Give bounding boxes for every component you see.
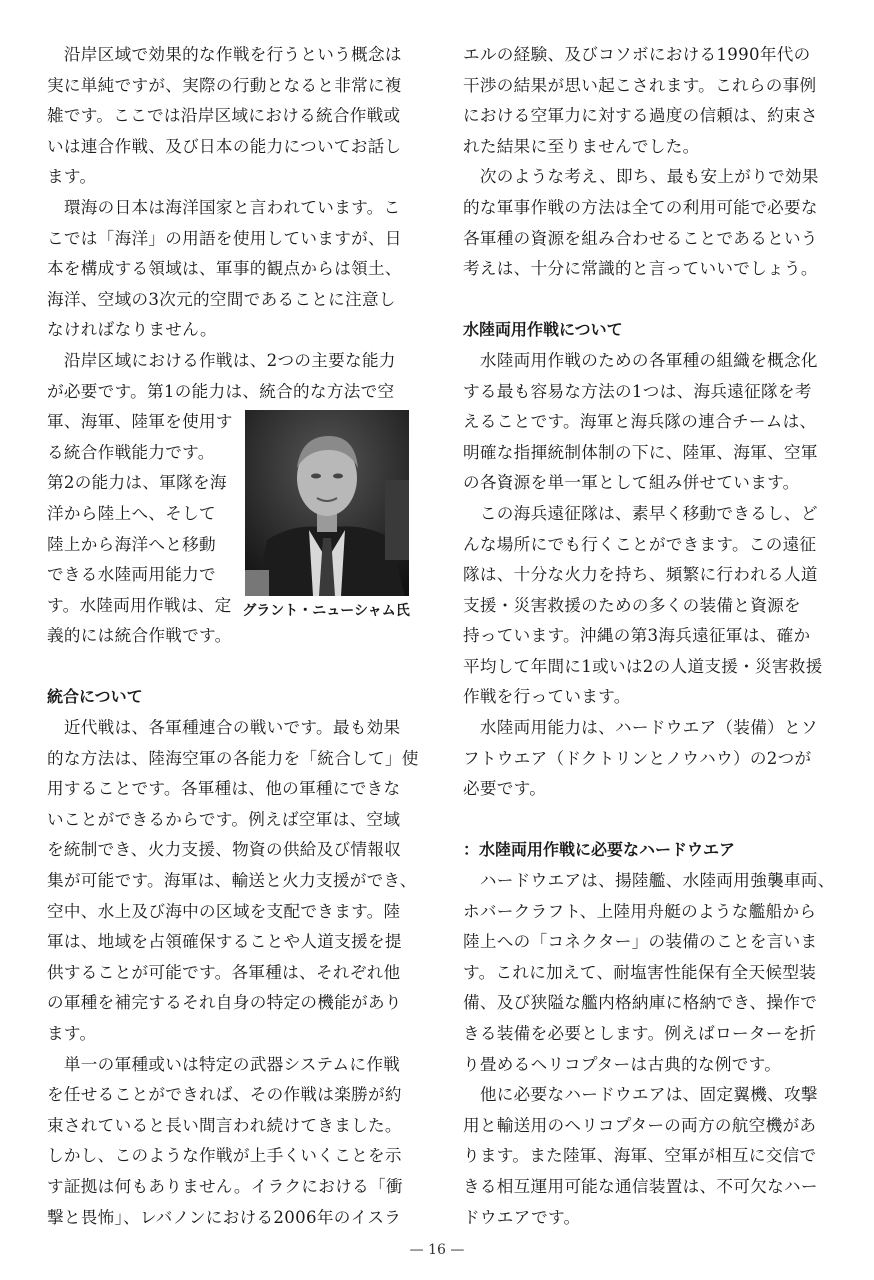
- text-line: ます。: [47, 167, 97, 187]
- text-line: ます。: [47, 1024, 97, 1043]
- text-line: 平均して年間に1或いは2の人道支援・災害救援: [463, 656, 823, 676]
- text-line: 陸上から海洋へと移動: [47, 534, 216, 554]
- text-line: り畳めるヘリコプターは古典的な例です。: [463, 1054, 782, 1074]
- text-line: 沿岸区域における作戦は、2つの主要な能力: [47, 350, 396, 370]
- text-line: における空軍力に対する過度の信頼は、約束さ: [463, 106, 818, 126]
- text-line: 海洋、空域の3次元的空間であることに注意し: [47, 289, 396, 309]
- blank-line: [47, 652, 410, 683]
- text-line: 集が可能です。海軍は、輸送と火力支援ができ、: [47, 871, 417, 891]
- text-line: 軍、海軍、陸軍を使用す: [47, 412, 233, 432]
- text-line: 各軍種の資源を組み合わせることであるという: [463, 228, 818, 248]
- right-column: [463, 40, 835, 1233]
- blank-line: [463, 805, 828, 836]
- text-line: エルの経験、及びコソボにおける1990年代の: [463, 45, 811, 64]
- text-line: 本を構成する領域は、軍事的観点からは領土、: [47, 259, 402, 279]
- section-heading: 統合について: [47, 687, 143, 707]
- text-line: 備、及び狭隘な艦内格納庫に格納でき、操作で: [463, 993, 818, 1013]
- section-heading: ：水陸両用作戦に必要なハードウエア: [463, 840, 736, 860]
- text-line: いは連合作戦、及び日本の能力についてお話し: [47, 136, 402, 156]
- text-line: 洋から陸上へ、そして: [47, 503, 216, 523]
- text-line: ります。また陸軍、海軍、空軍が相互に交信で: [463, 1146, 817, 1166]
- text-line: フトウエア（ドクトリンとノウハウ）の2つが: [463, 748, 812, 768]
- text-line: なければなりません。: [47, 320, 217, 340]
- text-line: いことができるからです。例えば空軍は、空域: [47, 809, 401, 829]
- text-line: を統制でき、火力支援、物資の供給及び情報収: [47, 840, 402, 860]
- text-line: できる水陸両用能力で: [47, 565, 216, 585]
- blank-line: [463, 285, 828, 316]
- text-line: 作戦を行っています。: [463, 687, 631, 707]
- text-line: ハードウエアは、揚陸艦、水陸両用強襲車両、: [463, 871, 835, 891]
- text-line: 的な方法は、陸海空軍の各能力を「統合して」使: [47, 748, 419, 768]
- text-line: こでは「海洋」の用語を使用していますが、日: [47, 228, 402, 248]
- left-column: [47, 40, 419, 1233]
- text-line: 明確な指揮統制体制の下に、陸軍、海軍、空軍: [463, 442, 818, 462]
- text-line: 次のような考え、即ち、最も安上がりで効果: [463, 167, 819, 187]
- text-line: 干渉の結果が思い起こされます。これらの事例: [463, 75, 817, 95]
- text-line: 用することです。各軍種は、他の軍種にできな: [47, 779, 401, 799]
- text-line: す。水陸両用作戦は、定: [47, 595, 232, 615]
- text-line: 環海の日本は海洋国家と言われています。こ: [47, 197, 401, 217]
- text-line: 第2の能力は、軍隊を海: [47, 473, 227, 493]
- speaker-portrait-image: [245, 410, 409, 596]
- text-line: 隊は、十分な火力を持ち、頻繁に行われる人道: [463, 565, 818, 585]
- text-line: 用と輸送用のヘリコプターの両方の航空機があ: [463, 1115, 817, 1135]
- text-line: ホバークラフト、上陸用舟艇のような艦船から: [463, 901, 817, 921]
- photo-caption: グラント・ニューシャム氏: [242, 603, 410, 619]
- page-number: — 16 —: [409, 1242, 465, 1258]
- text-line: この海兵遠征隊は、素早く移動できるし、ど: [463, 503, 818, 523]
- text-line: えることです。海軍と海兵隊の連合チームは、: [463, 412, 817, 432]
- text-line: 供することが可能です。各軍種は、それぞれ他: [47, 962, 401, 982]
- text-line: 雑です。ここでは沿岸区域における統合作戦或: [47, 106, 401, 126]
- text-line: 義的には統合作戦です。: [47, 626, 232, 646]
- text-line: 束されていると長い間言われ続けてきました。: [47, 1115, 402, 1135]
- text-line: の軍種を補完するそれ自身の特定の機能があり: [47, 993, 402, 1013]
- text-line: 的な軍事作戦の方法は全ての利用可能で必要な: [463, 197, 818, 217]
- text-line: す。これに加えて、耐塩害性能保有全天候型装: [463, 962, 817, 982]
- text-line: 沿岸区域で効果的な作戦を行うという概念は: [47, 45, 402, 64]
- text-line: きる相互運用可能な通信装置は、不可欠なハー: [463, 1176, 818, 1196]
- text-line: れた結果に至りませんでした。: [463, 136, 700, 156]
- text-line: 軍は、地域を占領確保することや人道支援を提: [47, 932, 402, 952]
- text-line: を任せることができれば、その作戦は楽勝が約: [47, 1085, 402, 1105]
- text-line: 水陸両用能力は、ハードウエア（装備）とソ: [463, 718, 818, 738]
- text-line: 陸上への「コネクター」の装備のことを言いま: [463, 932, 818, 952]
- text-line: きる装備を必要とします。例えばローターを折: [463, 1024, 817, 1043]
- text-line: 単一の軍種或いは特定の武器システムに作戦: [47, 1054, 401, 1074]
- text-line: 必要です。: [463, 779, 547, 799]
- text-line: 水陸両用作戦のための各軍種の組織を概念化: [463, 350, 818, 370]
- text-line: 近代戦は、各軍種連合の戦いです。最も効果: [47, 718, 401, 738]
- text-line: 他に必要なハードウエアは、固定翼機、攻撃: [463, 1085, 818, 1105]
- text-line: しかし、このような作戦が上手くいくことを示: [47, 1146, 402, 1166]
- section-heading: 水陸両用作戦について: [463, 320, 623, 340]
- text-line: 撃と畏怖」、レバノンにおける2006年のイスラ: [47, 1207, 402, 1227]
- text-line: 考えは、十分に常識的と言っていいでしょう。: [463, 259, 818, 279]
- text-line: んな場所にでも行くことができます。この遠征: [463, 534, 817, 554]
- text-line: 空中、水上及び海中の区域を支配できます。陸: [47, 901, 401, 921]
- text-line: 支援・災害救援のための多くの装備と資源を: [463, 595, 801, 615]
- speaker-photo: [245, 410, 409, 596]
- text-line: ドウエアです。: [463, 1207, 581, 1227]
- text-line: が必要です。第1の能力は、統合的な方法で空: [47, 381, 395, 401]
- text-line: 実に単純ですが、実際の行動となると非常に複: [47, 75, 402, 95]
- text-line: する最も容易な方法の1つは、海兵遠征隊を考: [463, 381, 812, 401]
- text-line: の各資源を単一軍として組み併せています。: [463, 473, 800, 493]
- text-line: る統合作戦能力です。: [47, 442, 215, 462]
- text-line: す証拠は何もありません。イラクにおける「衝: [47, 1176, 403, 1196]
- text-line: 持っています。沖縄の第3海兵遠征軍は、確か: [463, 626, 811, 646]
